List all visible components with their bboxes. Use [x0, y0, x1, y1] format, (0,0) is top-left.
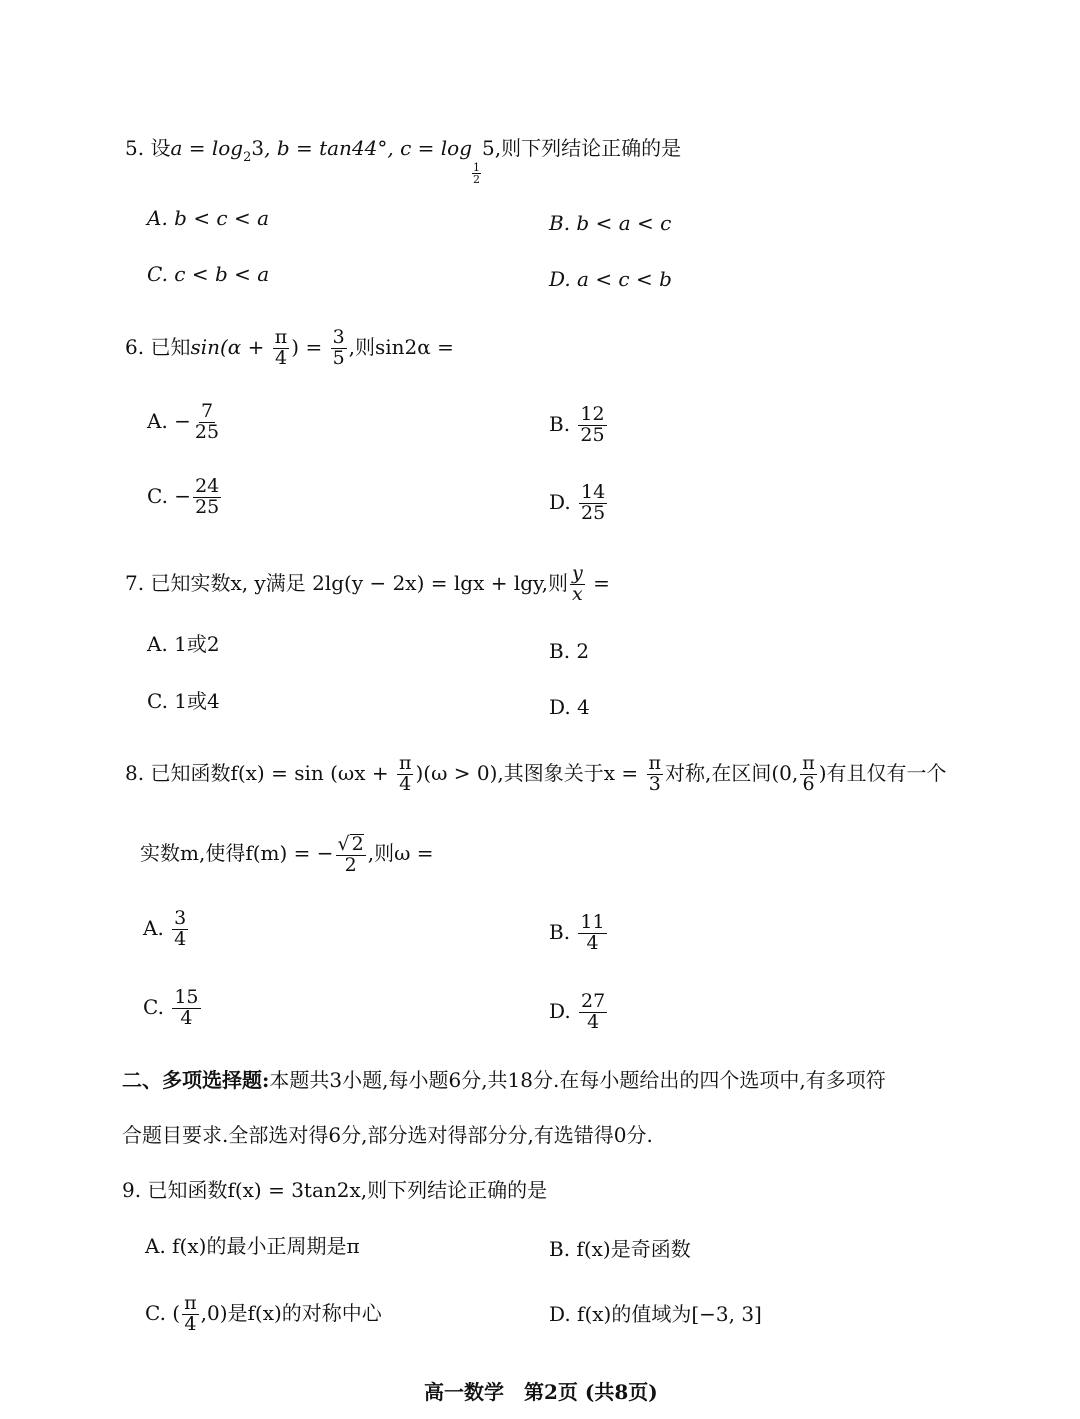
q9-option-b: B. f(x)是奇函数 — [549, 1237, 691, 1261]
q8-b-label: B. — [549, 920, 577, 944]
q8-pi-a: π — [398, 752, 412, 775]
q6-rhs-den: 5 — [332, 347, 345, 369]
q6-prefix: 6. 已知 — [125, 335, 191, 359]
q7-text: 7. 已知实数x, y满足 2lg(y − 2x) = lgx + lgy,则 — [125, 571, 569, 595]
q6-b-num: 12 — [580, 403, 605, 426]
q6-d-label: D. — [549, 490, 578, 514]
q5-c-base-den: 2 — [473, 173, 481, 186]
q8-pi-over-4 — [397, 754, 414, 795]
q9-option-a: A. f(x)的最小正周期是π — [145, 1234, 360, 1258]
q8-d-label: D. — [549, 999, 578, 1023]
q8-d-num: 27 — [581, 990, 606, 1013]
question-8-line-1 — [125, 748, 947, 798]
q6-suffix: ,则sin2α = — [348, 335, 454, 359]
question-7 — [125, 559, 610, 607]
q7-frac — [570, 564, 585, 605]
q9-option-c — [145, 1289, 382, 1337]
question-6 — [125, 323, 454, 371]
q8-sqrt2-over-2 — [336, 834, 366, 876]
q7-frac-num: y — [572, 562, 583, 585]
q7-option-c: C. 1或4 — [147, 689, 220, 713]
question-9: 9. 已知函数f(x) = 3tan2x,则下列结论正确的是 — [122, 1178, 548, 1202]
q8-b-den: 4 — [586, 932, 599, 954]
q8-line2-a: 实数m,使得f(m) = − — [140, 841, 334, 865]
section-2-line-2: 合题目要求.全部选对得6分,部分选对得部分分,有选错得0分. — [122, 1123, 653, 1147]
q8-c-num: 15 — [174, 986, 199, 1009]
q5-c-arg: 5 — [482, 136, 495, 160]
q6-b-frac — [578, 405, 606, 446]
q8-option-d — [549, 987, 609, 1035]
q8-a-den: 4 — [174, 928, 187, 950]
q8-sqrt-num: √ 2 — [337, 832, 364, 855]
q6-d-frac — [579, 483, 607, 524]
q5-prefix: 5. 设 — [125, 136, 171, 160]
q8-pi-over-6 — [800, 754, 817, 795]
q6-close: ) = — [291, 335, 329, 359]
q6-b-den: 25 — [580, 424, 605, 446]
q5-suffix: ,则下列结论正确的是 — [494, 136, 682, 160]
question-5 — [125, 134, 681, 185]
q8-option-b — [549, 908, 609, 956]
q8-line1-b: )(ω > 0),其图象关于x = — [415, 761, 645, 785]
q6-four: 4 — [274, 347, 288, 369]
section-2-text-1: 本题共3小题,每小题6分,共18分.在每小题给出的四个选项中,有多项符 — [269, 1068, 886, 1092]
q6-expr-left: sin(α + — [190, 335, 271, 359]
q5-c-base-num: 1 — [473, 161, 481, 174]
q8-line1-d: )有且仅有一个 — [818, 761, 947, 785]
q8-line2-b: ,则ω = — [367, 841, 434, 865]
q6-c-frac — [193, 477, 221, 518]
q5-c-base — [472, 162, 481, 185]
q8-c-frac — [172, 988, 200, 1029]
q9-c-pi: π — [184, 1292, 197, 1315]
q5-a-arg: 3 — [251, 136, 265, 160]
q5-a: a = log — [170, 136, 244, 160]
q5-b: , b = tan44° — [264, 136, 388, 160]
q6-a-frac — [193, 402, 221, 443]
q9-option-d: D. f(x)的值域为[−3, 3] — [549, 1302, 762, 1326]
q9-c-prefix: C. ( — [145, 1301, 181, 1325]
q8-a-frac — [172, 909, 188, 950]
q6-a-num: 7 — [200, 400, 214, 423]
q6-c-num: 24 — [195, 475, 220, 498]
q5-option-d: D. a < c < b — [549, 267, 672, 291]
section-2-line-1 — [122, 1066, 886, 1094]
page-footer: 高一数学 第2页 (共8页) — [424, 1380, 658, 1404]
q6-rhs — [331, 328, 347, 369]
q8-a-label: A. — [143, 916, 171, 940]
section-2-heading: 二、多项选择题: — [122, 1068, 270, 1092]
q8-pi-c: π — [802, 752, 815, 775]
q6-a-label: A. − — [147, 409, 191, 433]
q6-c-label: C. − — [147, 484, 192, 508]
q8-option-c — [143, 983, 203, 1031]
q6-c-den: 25 — [195, 496, 220, 518]
q9-c-frac — [182, 1294, 199, 1335]
q5-c: , c = log — [387, 136, 473, 160]
q8-six: 6 — [802, 773, 815, 795]
q6-d-num: 14 — [581, 481, 606, 504]
q6-d-den: 25 — [581, 502, 606, 524]
q7-frac-den: x — [572, 583, 583, 605]
q9-c-suffix: ,0)是f(x)的对称中心 — [200, 1301, 382, 1325]
q8-line1-a: 8. 已知函数f(x) = sin (ωx + — [125, 761, 395, 785]
q6-option-a — [147, 397, 223, 445]
q5-option-c: C. c < b < a — [147, 262, 270, 286]
q8-b-frac — [578, 913, 606, 954]
q8-four: 4 — [399, 773, 412, 795]
q8-d-den: 4 — [587, 1011, 600, 1033]
q8-a-num: 3 — [174, 907, 187, 930]
q8-sqrt-arg: 2 — [351, 832, 364, 855]
q9-c-four: 4 — [184, 1313, 197, 1335]
q6-option-b — [549, 400, 609, 448]
q8-b-num: 11 — [580, 911, 605, 934]
q8-pi-b: π — [648, 752, 661, 775]
q8-two: 2 — [344, 853, 357, 876]
q8-line1-c: 对称,在区间(0, — [665, 761, 799, 785]
q5-option-a: A. b < c < a — [147, 206, 270, 230]
q6-option-c — [147, 472, 223, 520]
q6-pi-over-4 — [273, 328, 290, 369]
q7-option-b: B. 2 — [549, 639, 590, 663]
q8-d-frac — [579, 992, 607, 1033]
q6-a-den: 25 — [194, 421, 220, 443]
q8-three: 3 — [648, 773, 661, 795]
q7-suffix: = — [586, 571, 610, 595]
q8-option-a — [143, 904, 190, 952]
q5-a-base: 2 — [243, 150, 252, 165]
q6-rhs-num: 3 — [332, 326, 345, 349]
q7-option-a: A. 1或2 — [147, 632, 220, 656]
q8-c-den: 4 — [180, 1007, 193, 1029]
q7-option-d: D. 4 — [549, 695, 590, 719]
q5-option-b: B. b < a < c — [549, 211, 672, 235]
q6-b-label: B. — [549, 412, 577, 436]
question-8-line-2 — [140, 828, 434, 878]
q6-pi: π — [274, 326, 288, 349]
q6-option-d — [549, 478, 609, 526]
q8-c-label: C. — [143, 995, 171, 1019]
q8-pi-over-3 — [647, 754, 664, 795]
